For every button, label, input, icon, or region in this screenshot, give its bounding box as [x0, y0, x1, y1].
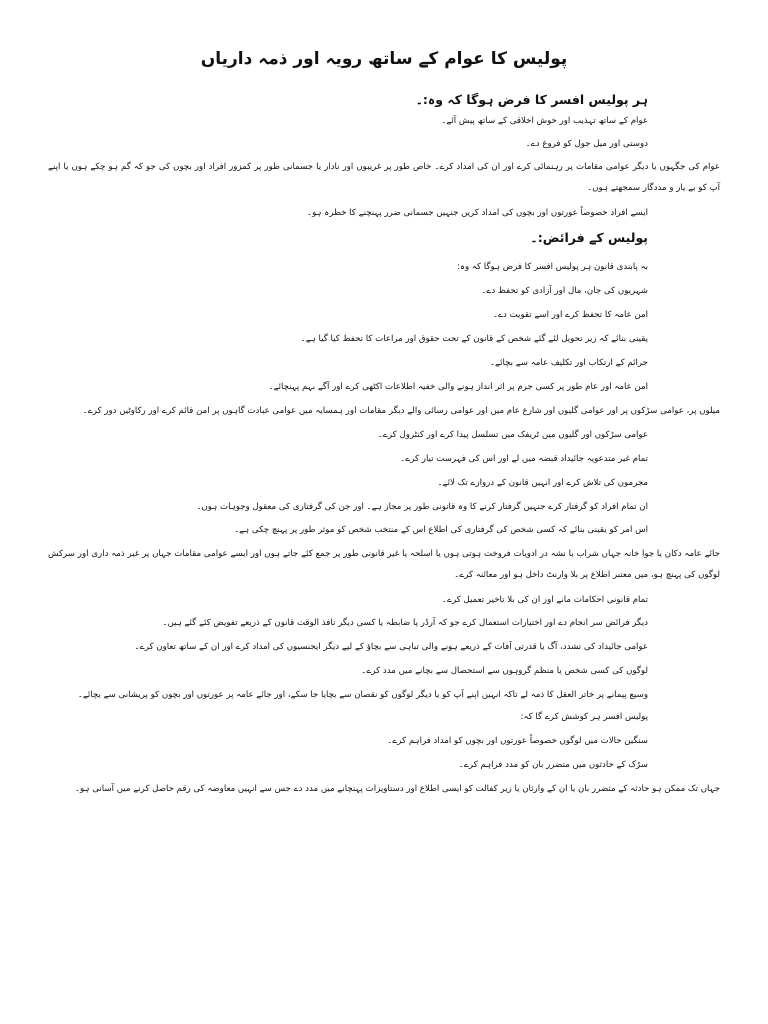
- list-item: ایسے افراد خصوصاً عورتوں اور بچوں کی امداد کریں جنہیں جسمانی ضرر پہنچنے کا خطرہ ہو۔: [307, 208, 648, 218]
- list-item: میلوں پر، عوامی سڑکوں پر اور عوامی گلیوں اور شارع عام میں اور عوامی رسائی والے دیگر مقامات اور ہمسایہ میں عوامی عبادت گاہوں پر امن قائم کرے اور رکاوٹیں دور کرے۔: [82, 406, 720, 416]
- section-heading-police-duties: پولیس کے فرائض:۔: [530, 230, 648, 245]
- list-item: لوگوں کی کسی شخص یا منظم گروہوں سے استحصال سے بچانے میں مدد کرے۔: [361, 666, 648, 676]
- list-item: دوستی اور میل جول کو فروغ دے۔: [525, 139, 648, 149]
- list-item: سڑک کے حادثوں میں متضرر بان کو مدد فراہم کرے۔: [458, 760, 648, 770]
- list-item: امن عامہ اور عام طور پر کسی جرم پر اثر انداز ہونے والی خفیہ اطلاعات اکٹھی کرے اور آگے بہم پہنچائے۔: [268, 382, 648, 392]
- list-item: سنگین حالات میں لوگوں خصوصاً عورتوں اور بچوں کو امداد فراہم کرے۔: [387, 736, 648, 746]
- list-item: دیگر فرائض سر انجام دے اور اختیارات استعمال کرے جو کہ آرڈر یا ضابطہ یا کسی دیگر نافذ الوقت قانون کے ذریعے تفویض کئے گئے ہیں۔: [162, 618, 648, 628]
- list-item: شہریوں کی جان، مال اور آزادی کو تحفظ دے۔: [481, 286, 648, 296]
- list-item: امن عامہ کا تحفظ کرے اور اسے تقویت دے۔: [492, 310, 648, 320]
- list-item: وسیع پیمانے پر خاتر العقل کا ذمہ لے تاکہ انہیں اپنے آپ کو یا دیگر لوگوں کو نقصان سے بچایا جا سکے، اور جائے عامہ پر عورتوں اور بچوں کو پریشانی سے بچائے۔: [77, 690, 648, 700]
- page-title: پولیس کا عوام کے ساتھ رویہ اور ذمہ داریاں: [200, 49, 568, 69]
- list-item: عوام کے ساتھ تہذیب اور خوش اخلاقی کے ساتھ پیش آئے۔: [441, 116, 648, 126]
- list-item: ان تمام افراد کو گرفتار کرے جنہیں گرفتار کرنے کا وہ قانونی طور پر مجاز ہے۔ اور جن کی گرفتاری کی معقول وجوہات ہوں۔: [196, 502, 648, 512]
- section-intro: پولیس افسر ہر کوشش کرے گا کہ:: [520, 712, 648, 722]
- list-item: یقینی بنائے کہ زیر تحویل لئے گئے شخص کے قانون کے تحت حقوق اور مراعات کا تحفظ کیا گیا ہے۔: [300, 334, 648, 344]
- list-item: جہاں تک ممکن ہو حادثہ کے متضرر بان یا ان کے وارثان یا زیر کفالت کو ایسی اطلاع اور دستاویزات پہنچانے میں مدد دے جس سے انہیں معاوضہ کی رقم حاصل کرنے میں آسانی ہو۔: [74, 784, 720, 794]
- list-item: اس امر کو یقینی بنائے کہ کسی شخص کی گرفتاری کی اطلاع اس کے منتخب شخص کو موثر طور پر پہنچ چکی ہے۔: [234, 525, 648, 535]
- list-item: عوامی جائیداد کی تشدد، آگ یا قدرتی آفات کے ذریعے ہونے والی تباہی سے بچاؤ کے لیے دیگر ایجنسیوں کی امداد کرے اور ان کے ساتھ تعاون کرے۔: [134, 642, 648, 652]
- list-item: جائے عامہ دکان یا جوا خانہ جہاں شراب یا نشہ در ادویات فروخت ہوتی ہوں یا اسلحہ یا غیر قانونی طور پر جمع کئے جاتے ہوں اور ایسے عوامی مقامات جہاں پر غیر ذمہ داری اور سرکش لوگوں کی پہنچ ہو، میں معتبر اطلاع پر بلا وارنٹ داخل ہو اور معائنہ کرے۔: [48, 549, 720, 580]
- list-item: عوام کی جگہوں یا دیگر عوامی مقامات پر رہنمائی کرے اور ان کی امداد کرے۔ خاص طور پر غریبوں اور نادار یا جسمانی طور پر کمزور افراد اور بچوں کی جو کہ گم ہو چکے ہوں یا اپنے آپ کو بے یار و مددگار سمجھتے ہوں۔: [48, 162, 720, 193]
- section-heading-duties-to-public: ہر پولیس افسر کا فرض ہوگا کہ وہ:۔: [415, 92, 648, 107]
- section-intro: بہ پابندی قانون ہر پولیس افسر کا فرض ہوگا کہ وہ:: [457, 262, 648, 272]
- list-item: عوامی سڑکوں اور گلیوں میں ٹریفک میں تسلسل پیدا کرے اور کنٹرول کرے۔: [377, 430, 648, 440]
- list-item: تمام قانونی احکامات مانے اور ان کی بلا تاخیر تعمیل کرے۔: [441, 595, 648, 605]
- list-item: جرائم کے ارتکاب اور تکلیف عامہ سے بچائے۔: [490, 358, 648, 368]
- list-item: تمام غیر متدعویہ جائیداد قبضہ میں لے اور اس کی فہرست تیار کرے۔: [400, 454, 648, 464]
- list-item: مجرموں کی تلاش کرے اور انہیں قانون کے دروازے تک لائے۔: [437, 478, 648, 488]
